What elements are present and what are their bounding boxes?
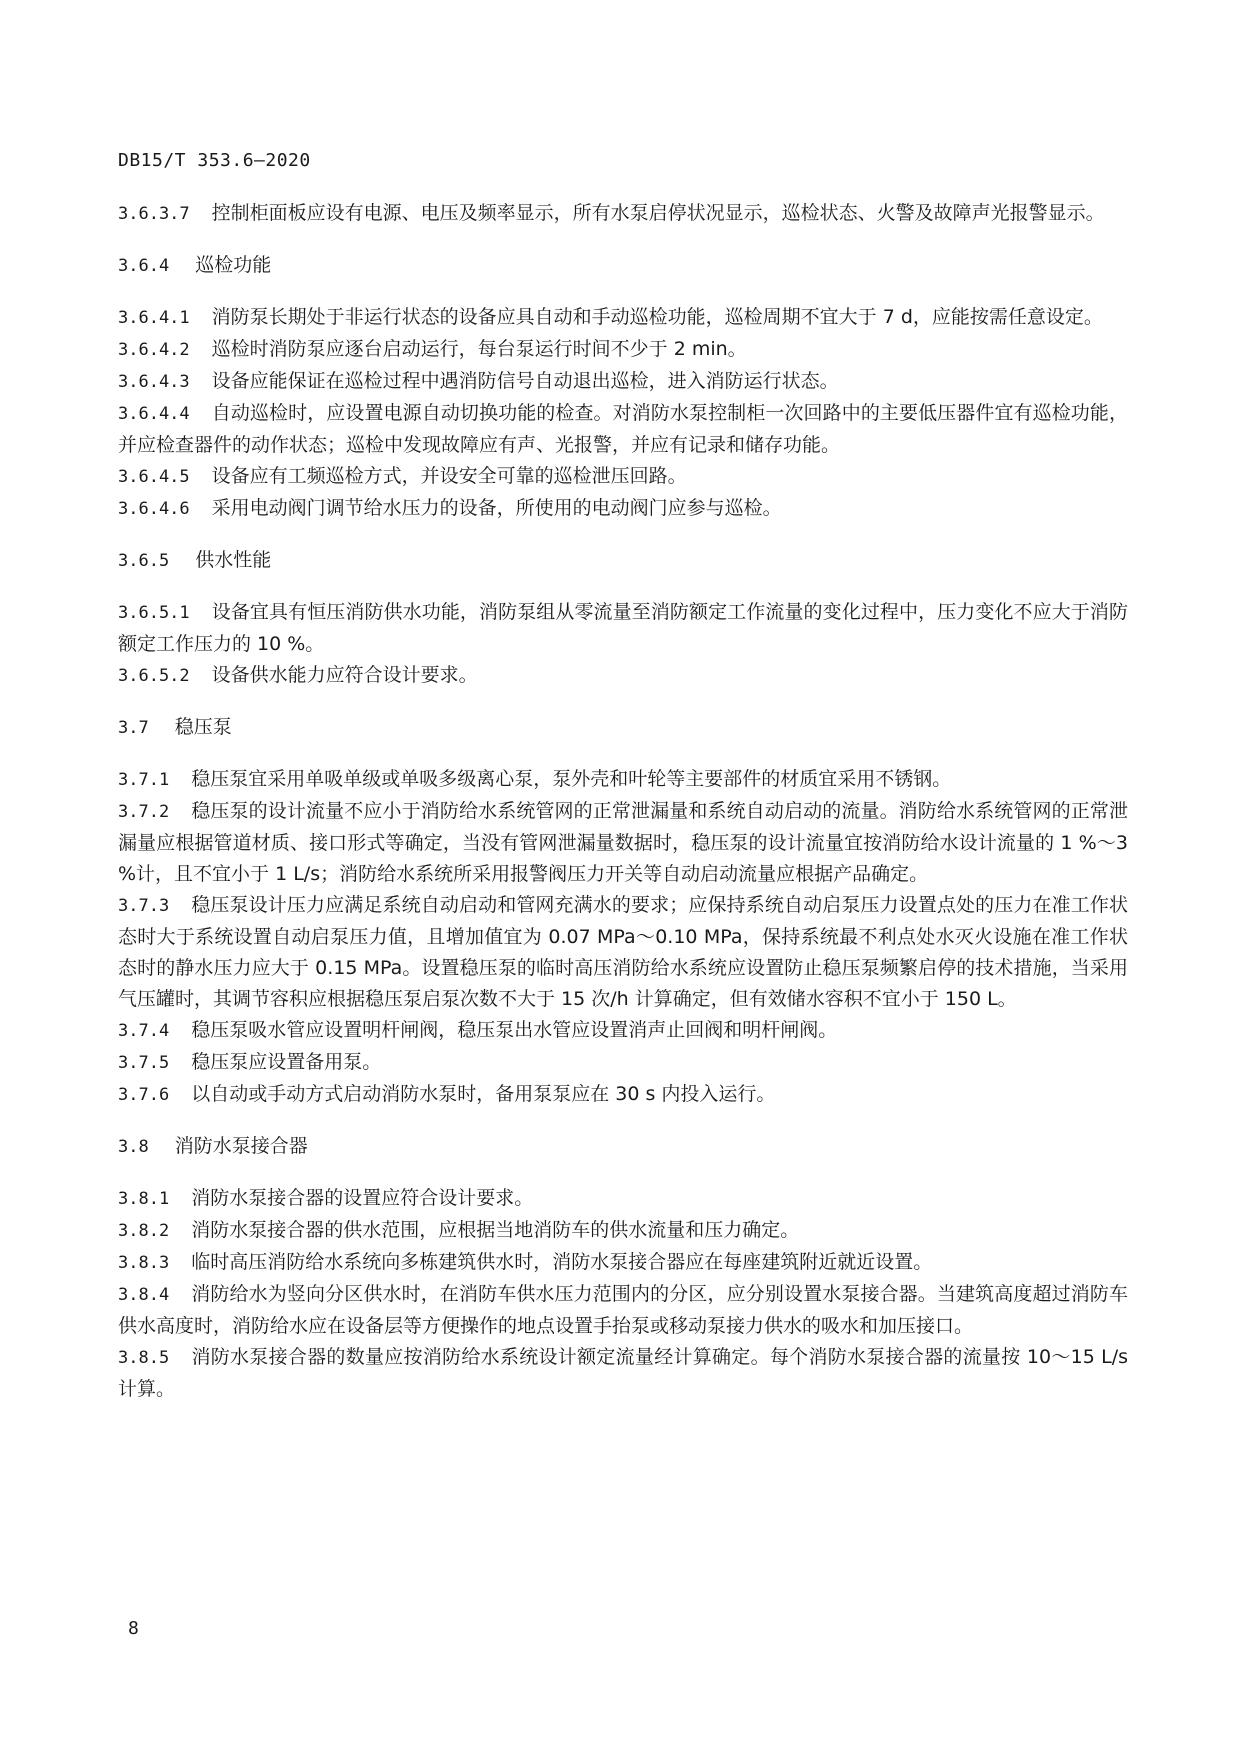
clause-text: 消防给水为竖向分区供水时，在消防车供水压力范围内的分区，应分别设置水泵接合器。当建筑高度超过消防车供水高度时，消防给水应在设备层等方便操作的地点设置手抬泵或移动泵接力供水的吸水和加压接口。: [118, 1283, 1128, 1337]
clause-number: 3.7.3: [118, 896, 170, 916]
clause-3-8-5: [118, 1342, 1128, 1405]
section-title: 稳压泵: [174, 716, 232, 738]
clause-3-7-3: [118, 890, 1128, 1015]
clause-3-7-4: [118, 1015, 1128, 1047]
clause-text: 稳压泵设计压力应满足系统自动启动和管网充满水的要求；应保持系统自动启泵压力设置点处的压力在准工作状态时大于系统设置自动启泵压力值，且增加值宜为 0.07 MPa～0.10 MPa，保持系统最不利点处水灭火设施在准工作状态时的静水压力应大于 0.15 MPa。设置稳压泵的临时高压消防给水系统应设置防止稳压泵频繁启停的技术措施，当采用气压罐时，其调节容积应根据稳压泵启泵次数不大于 15 次/h 计算确定，但有效储水容积不宜小于 150 L。: [118, 894, 1128, 1010]
clause-text: 稳压泵吸水管应设置明杆闸阀，稳压泵出水管应设置消声止回阀和明杆闸阀。: [191, 1019, 838, 1041]
clause-text: 稳压泵的设计流量不应小于消防给水系统管网的正常泄漏量和系统自动启动的流量。消防给水系统管网的正常泄漏量应根据管道材质、接口形式等确定，当没有管网泄漏量数据时，稳压泵的设计流量宜按消防给水设计流量的 1 %～3 %计，且不宜小于 1 L/s；消防给水系统所采用报警阀压力开关等自动启动流量应根据产品确定。: [118, 800, 1128, 885]
section-number: 3.7: [118, 718, 149, 738]
clause-text: 自动巡检时，应设置电源自动切换功能的检查。对消防水泵控制柜一次回路中的主要低压器件宜有巡检功能，并应检查器件的动作状态；巡检中发现故障应有声、光报警，并应有记录和储存功能。: [118, 402, 1128, 456]
clause-3-7-1: [118, 764, 1128, 796]
clause-3-6-5-1: [118, 597, 1128, 660]
document-body: [118, 198, 1128, 1405]
clause-text: 稳压泵应设置备用泵。: [191, 1051, 382, 1073]
section-heading-3-7: [118, 712, 1128, 744]
section-title: 巡检功能: [195, 254, 272, 276]
clause-3-6-4-1: [118, 302, 1128, 334]
clause-text: 设备应有工频巡检方式，并设安全可靠的巡检泄压回路。: [211, 465, 687, 487]
document-code: DB15/T 353.6—2020: [118, 150, 311, 171]
clause-number: 3.7.4: [118, 1021, 170, 1041]
clause-3-8-3: [118, 1247, 1128, 1279]
clause-text: 以自动或手动方式启动消防水泵时，备用泵泵应在 30 s 内投入运行。: [191, 1083, 776, 1105]
clause-number: 3.7.1: [118, 770, 170, 790]
clause-number: 3.8.3: [118, 1253, 170, 1273]
clause-number: 3.8.1: [118, 1189, 170, 1209]
clause-3-7-2: [118, 796, 1128, 890]
clause-3-6-4-5: [118, 461, 1128, 493]
clause-3-6-4-4: [118, 398, 1128, 461]
section-heading-3-6-4: [118, 250, 1128, 282]
section-heading-3-6-5: [118, 545, 1128, 577]
clause-3-7-5: [118, 1047, 1128, 1079]
clause-number: 3.6.5.2: [118, 666, 190, 686]
clause-3-6-5-2: [118, 660, 1128, 692]
clause-text: 消防水泵接合器的数量应按消防给水系统设计额定流量经计算确定。每个消防水泵接合器的流量按 10～15 L/s 计算。: [118, 1346, 1128, 1400]
clause-text: 设备宜具有恒压消防供水功能，消防泵组从零流量至消防额定工作流量的变化过程中，压力变化不应大于消防额定工作压力的 10 %。: [118, 601, 1128, 655]
clause-text: 巡检时消防泵应逐台启动运行，每台泵运行时间不少于 2 min。: [211, 338, 747, 360]
clause-3-6-4-3: [118, 366, 1128, 398]
clause-text: 采用电动阀门调节给水压力的设备，所使用的电动阀门应参与巡检。: [211, 497, 782, 519]
section-number: 3.8: [118, 1137, 149, 1157]
clause-number: 3.6.4.5: [118, 467, 190, 487]
clause-text: 消防泵长期处于非运行状态的设备应具自动和手动巡检功能，巡检周期不宜大于 7 d，应能按需任意设定。: [211, 306, 1103, 328]
clause-3-8-4: [118, 1279, 1128, 1342]
clause-number: 3.8.4: [118, 1285, 170, 1305]
clause-3-6-4-6: [118, 493, 1128, 525]
section-number: 3.6.5: [118, 551, 170, 571]
clause-number: 3.7.2: [118, 802, 170, 822]
clause-number: 3.6.5.1: [118, 603, 190, 623]
section-title: 消防水泵接合器: [174, 1135, 308, 1157]
clause-number: 3.7.5: [118, 1053, 170, 1073]
clause-number: 3.6.3.7: [118, 204, 190, 224]
clause-text: 控制柜面板应设有电源、电压及频率显示，所有水泵启停状况显示，巡检状态、火警及故障声光报警显示。: [211, 202, 1105, 224]
clause-number: 3.8.5: [118, 1348, 170, 1368]
clause-3-8-2: [118, 1215, 1128, 1247]
clause-number: 3.6.4.6: [118, 499, 190, 519]
section-number: 3.6.4: [118, 256, 170, 276]
clause-number: 3.6.4.1: [118, 308, 190, 328]
clause-text: 稳压泵宜采用单吸单级或单吸多级离心泵，泵外壳和叶轮等主要部件的材质宜采用不锈钢。: [191, 768, 952, 790]
clause-number: 3.8.2: [118, 1221, 170, 1241]
clause-number: 3.7.6: [118, 1085, 170, 1105]
clause-text: 设备应能保证在巡检过程中遇消防信号自动退出巡检，进入消防运行状态。: [211, 370, 839, 392]
clause-number: 3.6.4.2: [118, 340, 190, 360]
clause-3-8-1: [118, 1183, 1128, 1215]
clause-number: 3.6.4.4: [118, 404, 190, 424]
clause-text: 消防水泵接合器的供水范围，应根据当地消防车的供水流量和压力确定。: [191, 1219, 800, 1241]
clause-3-6-4-2: [118, 334, 1128, 366]
clause-number: 3.6.4.3: [118, 372, 190, 392]
clause-text: 设备供水能力应符合设计要求。: [211, 664, 478, 686]
clause-3-6-3-7: [118, 198, 1128, 230]
clause-text: 消防水泵接合器的设置应符合设计要求。: [191, 1187, 534, 1209]
section-heading-3-8: [118, 1131, 1128, 1163]
page-number: 8: [128, 1618, 139, 1639]
section-title: 供水性能: [195, 549, 272, 571]
clause-3-7-6: [118, 1079, 1128, 1111]
clause-text: 临时高压消防给水系统向多栋建筑供水时，消防水泵接合器应在每座建筑附近就近设置。: [191, 1251, 933, 1273]
